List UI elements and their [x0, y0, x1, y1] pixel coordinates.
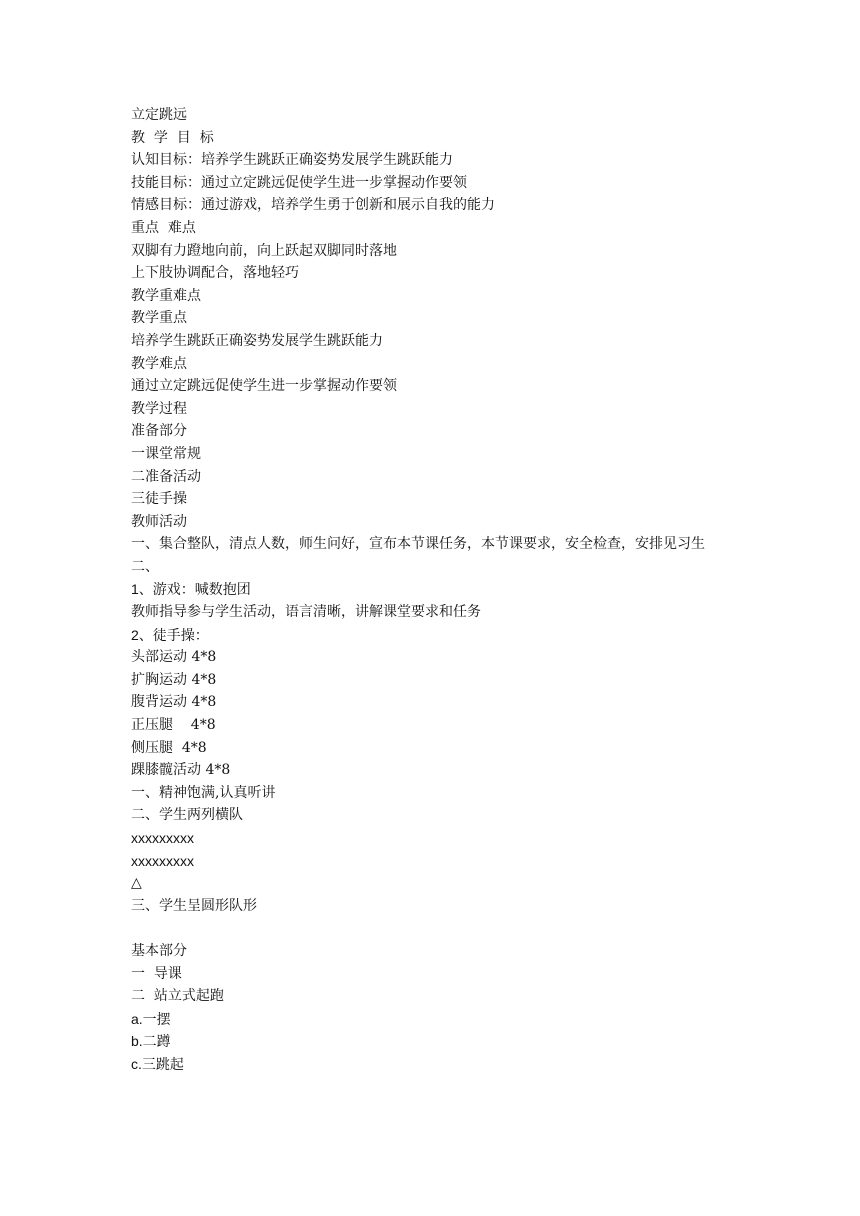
section-heading: 基本部分	[131, 942, 187, 959]
text-line: 三徒手操	[131, 491, 187, 508]
text-line: 一、精神饱满,认真听讲	[131, 784, 276, 801]
section-heading: 教学难点	[131, 355, 187, 372]
exercise-item: 腹背运动 4*8	[131, 694, 217, 711]
text-line: 培养学生跳跃正确姿势发展学生跳跃能力	[131, 332, 383, 349]
document-body	[131, 104, 741, 1076]
section-heading: 教学重点	[131, 310, 187, 327]
text-line: 1、游戏：喊数抱团	[131, 581, 251, 598]
formation-row: xxxxxxxxx	[131, 852, 194, 869]
text-line: 二准备活动	[131, 468, 201, 485]
text-line: 一 导课	[131, 965, 182, 982]
text-line: 三、学生呈圆形队形	[131, 897, 257, 914]
exercise-item: 踝膝髋活动 4*8	[131, 762, 231, 779]
text-line: 一课堂常规	[131, 445, 201, 462]
text-line: 上下肢协调配合，落地轻巧	[131, 265, 299, 282]
list-item: c.三跳起	[131, 1055, 184, 1072]
cognitive-goal: 认知目标：培养学生跳跃正确姿势发展学生跳跃能力	[131, 152, 453, 169]
exercise-item: 侧压腿 4*8	[131, 739, 207, 756]
formation-row: xxxxxxxxx	[131, 830, 194, 846]
section-heading: 教师活动	[131, 513, 187, 530]
section-heading: 教学重难点	[131, 287, 201, 304]
list-item: a.一摆	[131, 1010, 171, 1027]
teacher-position-symbol: △	[131, 875, 142, 892]
affective-goal: 情感目标：通过游戏，培养学生勇于创新和展示自我的能力	[131, 197, 495, 214]
section-heading: 教学过程	[131, 400, 187, 417]
text-line: 2、徒手操：	[131, 626, 209, 643]
text-line: 双脚有力蹬地向前，向上跃起双脚同时落地	[131, 242, 397, 259]
blank-line	[131, 917, 741, 940]
text-line: 二 站立式起跑	[131, 988, 224, 1005]
exercise-item: 头部运动 4*8	[131, 649, 217, 666]
skill-goal: 技能目标：通过立定跳远促使学生进一步掌握动作要领	[131, 174, 467, 191]
text-line: 教师指导参与学生活动，语言清晰，讲解课堂要求和任务	[131, 604, 481, 621]
text-line: 一、集合整队，清点人数，师生问好，宣布本节课任务，本节课要求，安全检查，安排见习生	[131, 536, 705, 553]
section-heading-teaching-goals: 教 学 目 标	[131, 129, 214, 146]
exercise-item: 扩胸运动 4*8	[131, 671, 217, 688]
doc-title: 立定跳远	[131, 107, 187, 123]
exercise-item: 正压腿 4*8	[131, 717, 216, 734]
text-line: 通过立定跳远促使学生进一步掌握动作要领	[131, 378, 397, 395]
section-heading: 准备部分	[131, 423, 187, 440]
text-line: 二、学生两列横队	[131, 807, 243, 824]
section-heading-key-difficult-points: 重点 难点	[131, 219, 196, 236]
list-item: b.二蹲	[131, 1033, 171, 1050]
text-line: 二、	[131, 558, 159, 575]
